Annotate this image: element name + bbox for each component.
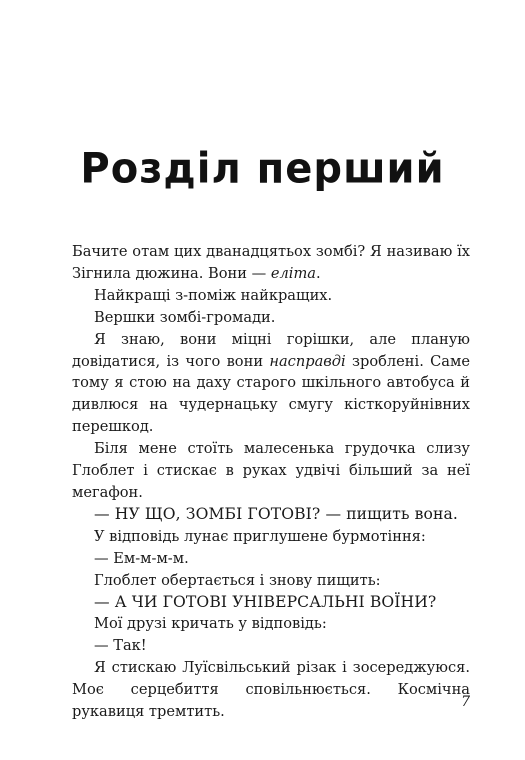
paragraph: Глоблет обертається і знову пищить: xyxy=(94,571,381,589)
paragraph: Біля мене стоїть малесенька грудочка слизу Глоблет і стискає в руках удвічі більший за неї мегафон. xyxy=(72,440,470,501)
paragraph: — А ЧИ ГОТОВІ УНІВЕРСАЛЬНІ ВОЇНИ? xyxy=(94,592,437,611)
page-number: 7 xyxy=(461,694,470,710)
chapter-title: Розділ перший xyxy=(80,144,445,194)
paragraph: Мої друзі кричать у відповідь: xyxy=(94,615,327,633)
paragraph: Я стискаю Луїсвільський різак і зосереджуюся. Моє серцебиття сповільнюється. Космічна рукавиця тремтить. xyxy=(72,659,470,721)
paragraph: Вершки зомбі-громади. xyxy=(94,308,276,326)
paragraph: Найкращі з-поміж найкращих. xyxy=(94,286,333,304)
paragraph: — НУ ЩО, ЗОМБІ ГОТОВІ? — пищить вона. xyxy=(94,504,458,523)
paragraph: — Ем-м-м-м. xyxy=(94,549,189,567)
body-text xyxy=(72,241,470,723)
paragraph: У відповідь лунає приглушене бурмотіння: xyxy=(94,527,426,545)
paragraph: Бачите отам цих дванадцятьох зомбі? Я називаю їх Зігнила дюжина. Вони — еліта. xyxy=(72,243,470,282)
paragraph: — Так! xyxy=(94,637,147,655)
paragraph: Я знаю, вони міцні горішки, але планую довідатися, із чого вони насправді зроблені. Саме тому я стою на даху старого шкільного автобуса й дивлюся на чудернацьку смугу кісткоруйнівних перешкод. xyxy=(72,330,470,436)
